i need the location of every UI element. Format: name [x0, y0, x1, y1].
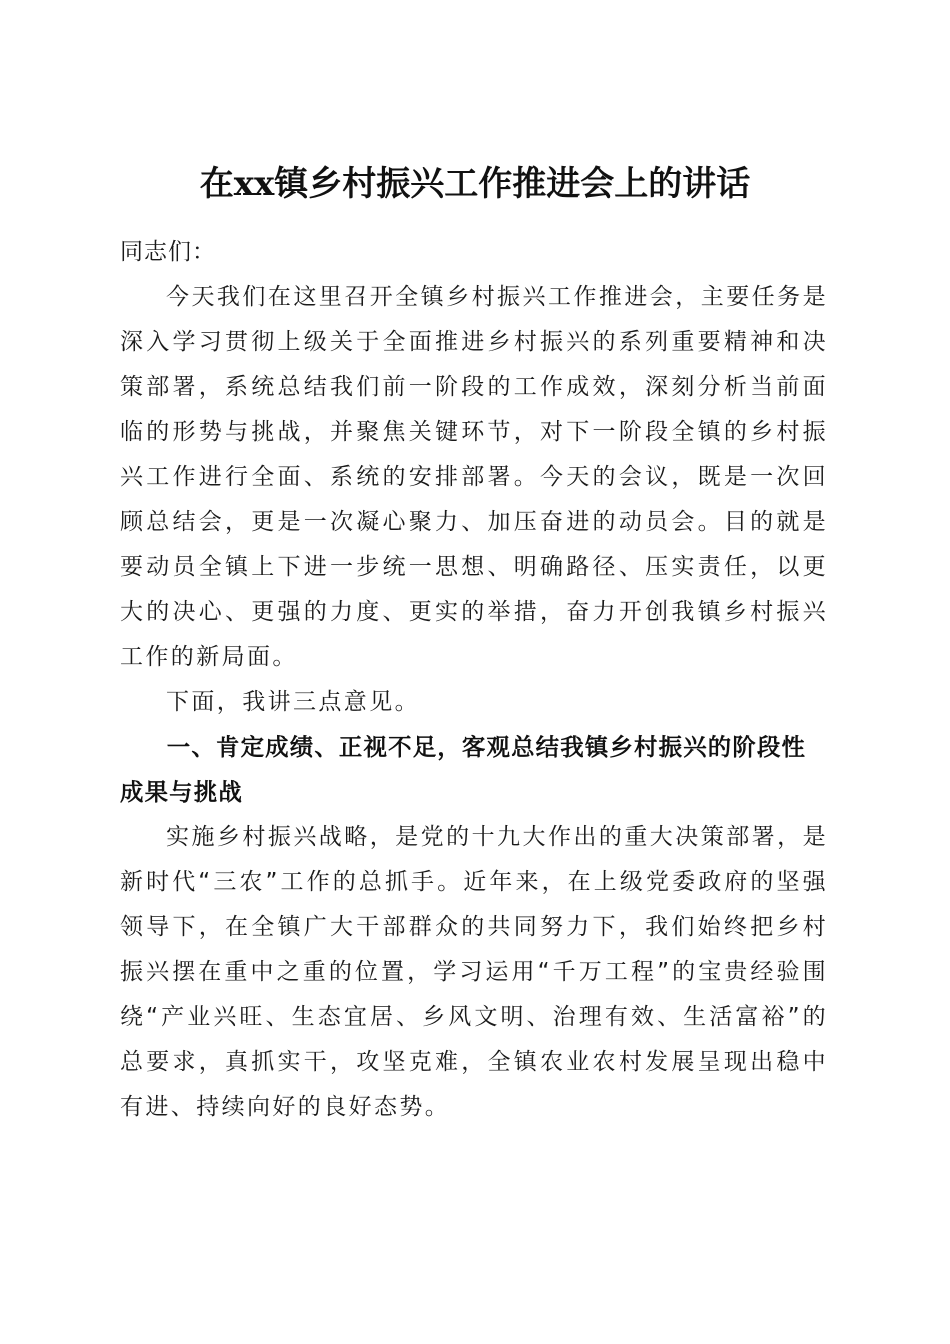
transition-paragraph: 下面，我讲三点意见。: [166, 689, 420, 715]
opening-paragraph: 今天我们在这里召开全镇乡村振兴工作推进会，主要任务是深入学习贯彻上级关于全面推进乡村振兴的系列重要精神和决策部署，系统总结我们前一阶段的工作成效，深刻分析当前面临的形势与挑战，并聚焦关键环节，对下一阶段全镇的乡村振兴工作进行全面、系统的安排部署。今天的会议，既是一次回顾总结会，更是一次凝心聚力、加压奋进的动员会。目的就是要动员全镇上下进一步统一思想、明确路径、压实责任，以更大的决心、更强的力度、更实的举措，奋力开创我镇乡村振兴工作的新局面。: [120, 284, 828, 670]
document-body: [120, 230, 828, 1130]
salutation: 同志们：: [120, 239, 216, 265]
section-paragraph: 实施乡村振兴战略，是党的十九大作出的重大决策部署，是新时代“三农”工作的总抓手。近年来，在上级党委政府的坚强领导下，在全镇广大干部群众的共同努力下，我们始终把乡村振兴摆在重中之重的位置，学习运用“千万工程”的宝贵经验围绕“产业兴旺、生态宜居、乡风文明、治理有效、生活富裕”的总要求，真抓实干，攻坚克难，全镇农业农村发展呈现出稳中有进、持续向好的良好态势。: [120, 824, 828, 1120]
document-title: 在xx镇乡村振兴工作推进会上的讲话: [199, 163, 751, 204]
section-heading: 一、肯定成绩、正视不足，客观总结我镇乡村振兴的阶段性成果与挑战: [120, 733, 807, 806]
